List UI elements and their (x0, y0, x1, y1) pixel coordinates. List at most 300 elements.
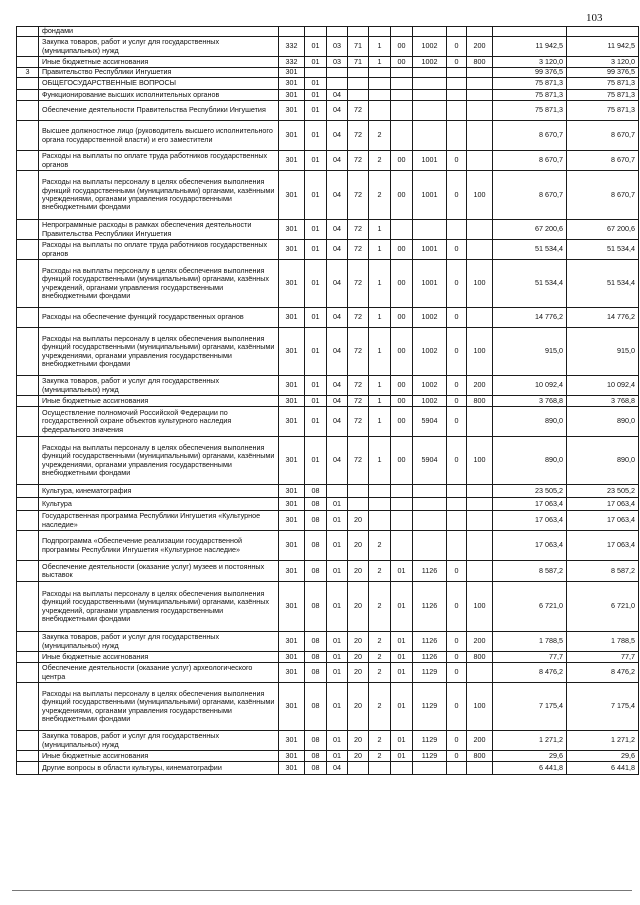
code-section-cell (305, 27, 327, 37)
code-event-cell (391, 531, 413, 561)
code-grbs-cell: 301 (279, 498, 305, 511)
sum-1-cell: 75 871,3 (493, 78, 567, 90)
code-subprogram-cell: 2 (369, 531, 391, 561)
code-extra-cell (447, 27, 467, 37)
code-subsection-cell: 03 (327, 37, 348, 57)
row-name-cell: Расходы на выплаты по оплате труда работников государственных органов (39, 151, 279, 171)
table-row (17, 498, 639, 511)
code-expense-type-cell (467, 90, 493, 101)
sum-1-cell: 14 776,2 (493, 308, 567, 328)
code-program-cell (348, 68, 369, 78)
code-section-cell: 01 (305, 37, 327, 57)
code-grbs-cell: 301 (279, 751, 305, 762)
code-expense-type-cell (467, 240, 493, 260)
code-subprogram-cell: 1 (369, 437, 391, 485)
table-row (17, 101, 639, 121)
code-subprogram-cell: 1 (369, 240, 391, 260)
code-section-cell: 08 (305, 762, 327, 775)
code-extra-cell: 0 (447, 396, 467, 407)
code-expense-type-cell: 100 (467, 582, 493, 632)
code-subprogram-cell: 1 (369, 57, 391, 68)
code-extra-cell: 0 (447, 37, 467, 57)
row-name-cell: Функционирование высших исполнительных органов (39, 90, 279, 101)
code-section-cell: 01 (305, 78, 327, 90)
code-section-cell: 01 (305, 308, 327, 328)
code-section-cell: 08 (305, 683, 327, 731)
sum-1-cell (493, 27, 567, 37)
sum-2-cell: 17 063,4 (567, 531, 639, 561)
code-subsection-cell (327, 68, 348, 78)
table-row (17, 308, 639, 328)
sum-1-cell: 10 092,4 (493, 376, 567, 396)
table-row (17, 57, 639, 68)
code-program-cell: 20 (348, 561, 369, 582)
code-extra-cell: 0 (447, 652, 467, 663)
code-subsection-cell: 04 (327, 328, 348, 376)
code-subsection-cell: 04 (327, 437, 348, 485)
code-expense-type-cell (467, 762, 493, 775)
code-subprogram-cell (369, 762, 391, 775)
code-event-cell (391, 485, 413, 498)
code-subsection-cell: 01 (327, 731, 348, 751)
code-event-cell (391, 121, 413, 151)
code-event-cell: 01 (391, 582, 413, 632)
code-subsection-cell: 04 (327, 308, 348, 328)
code-event-cell: 01 (391, 683, 413, 731)
sum-2-cell: 8 587,2 (567, 561, 639, 582)
row-index-cell (17, 308, 39, 328)
sum-2-cell: 915,0 (567, 328, 639, 376)
code-event-cell (391, 27, 413, 37)
row-index-cell (17, 376, 39, 396)
code-program-cell: 72 (348, 308, 369, 328)
code-grbs-cell: 301 (279, 396, 305, 407)
sum-2-cell: 51 534,4 (567, 260, 639, 308)
code-subprogram-cell: 1 (369, 308, 391, 328)
sum-1-cell: 1 271,2 (493, 731, 567, 751)
table-row (17, 220, 639, 240)
code-subprogram-cell: 2 (369, 582, 391, 632)
code-subsection-cell: 04 (327, 762, 348, 775)
sum-2-cell: 17 063,4 (567, 498, 639, 511)
table-row (17, 531, 639, 561)
table-row (17, 328, 639, 376)
code-expense-type-cell (467, 220, 493, 240)
row-name-cell: Закупка товаров, работ и услуг для государственных (муниципальных) нужд (39, 37, 279, 57)
code-direction-cell: 1129 (413, 731, 447, 751)
code-extra-cell: 0 (447, 171, 467, 220)
code-extra-cell: 0 (447, 151, 467, 171)
code-section-cell: 01 (305, 90, 327, 101)
code-event-cell: 00 (391, 407, 413, 437)
table-row (17, 511, 639, 531)
code-program-cell: 20 (348, 663, 369, 683)
code-direction-cell: 1001 (413, 171, 447, 220)
code-grbs-cell: 301 (279, 78, 305, 90)
code-extra-cell: 0 (447, 561, 467, 582)
row-index-cell (17, 240, 39, 260)
row-index-cell (17, 663, 39, 683)
sum-1-cell: 23 505,2 (493, 485, 567, 498)
code-extra-cell: 0 (447, 437, 467, 485)
code-event-cell (391, 101, 413, 121)
code-program-cell: 71 (348, 37, 369, 57)
code-expense-type-cell (467, 531, 493, 561)
code-expense-type-cell: 800 (467, 751, 493, 762)
table-row (17, 396, 639, 407)
table-row (17, 240, 639, 260)
row-index-cell (17, 531, 39, 561)
code-direction-cell: 1001 (413, 260, 447, 308)
code-grbs-cell (279, 27, 305, 37)
sum-1-cell: 890,0 (493, 407, 567, 437)
sum-2-cell: 890,0 (567, 437, 639, 485)
table-row (17, 90, 639, 101)
row-name-cell: Закупка товаров, работ и услуг для государственных (муниципальных) нужд (39, 731, 279, 751)
code-expense-type-cell (467, 511, 493, 531)
code-subsection-cell (327, 78, 348, 90)
code-expense-type-cell: 100 (467, 171, 493, 220)
row-index-cell (17, 260, 39, 308)
code-subsection-cell: 04 (327, 101, 348, 121)
code-extra-cell: 0 (447, 240, 467, 260)
code-grbs-cell: 301 (279, 762, 305, 775)
code-expense-type-cell: 200 (467, 37, 493, 57)
table-row (17, 151, 639, 171)
code-subsection-cell: 01 (327, 561, 348, 582)
row-name-cell: Культура (39, 498, 279, 511)
code-section-cell: 08 (305, 511, 327, 531)
code-extra-cell: 0 (447, 57, 467, 68)
code-direction-cell (413, 101, 447, 121)
code-extra-cell: 0 (447, 731, 467, 751)
row-index-cell (17, 101, 39, 121)
code-grbs-cell: 301 (279, 531, 305, 561)
code-event-cell (391, 78, 413, 90)
sum-2-cell: 7 175,4 (567, 683, 639, 731)
code-grbs-cell: 301 (279, 437, 305, 485)
table-row (17, 751, 639, 762)
code-grbs-cell: 301 (279, 151, 305, 171)
code-event-cell: 00 (391, 37, 413, 57)
code-extra-cell: 0 (447, 751, 467, 762)
code-subprogram-cell: 2 (369, 731, 391, 751)
code-expense-type-cell: 800 (467, 57, 493, 68)
code-subsection-cell: 01 (327, 531, 348, 561)
sum-2-cell: 1 271,2 (567, 731, 639, 751)
sum-2-cell: 51 534,4 (567, 240, 639, 260)
code-event-cell: 00 (391, 171, 413, 220)
code-section-cell: 01 (305, 220, 327, 240)
code-subprogram-cell: 1 (369, 407, 391, 437)
row-name-cell: ОБЩЕГОСУДАРСТВЕННЫЕ ВОПРОСЫ (39, 78, 279, 90)
code-direction-cell: 1002 (413, 57, 447, 68)
code-expense-type-cell: 100 (467, 328, 493, 376)
row-index-cell (17, 220, 39, 240)
code-section-cell: 01 (305, 57, 327, 68)
code-subprogram-cell: 2 (369, 561, 391, 582)
row-index-cell (17, 762, 39, 775)
code-subsection-cell: 01 (327, 663, 348, 683)
code-section-cell: 01 (305, 396, 327, 407)
table-row (17, 260, 639, 308)
sum-1-cell: 17 063,4 (493, 498, 567, 511)
sum-1-cell: 51 534,4 (493, 260, 567, 308)
code-subsection-cell: 04 (327, 396, 348, 407)
code-expense-type-cell (467, 78, 493, 90)
code-section-cell: 01 (305, 101, 327, 121)
row-name-cell: Расходы на выплаты персоналу в целях обеспечения выполнения функций государственными (муниципальными) органами, казёнными учреждениями, органами управления государственными внебюджетными фондами (39, 683, 279, 731)
row-index-cell: 3 (17, 68, 39, 78)
row-name-cell: Иные бюджетные ассигнования (39, 652, 279, 663)
code-section-cell (305, 68, 327, 78)
sum-2-cell: 890,0 (567, 407, 639, 437)
code-subprogram-cell (369, 27, 391, 37)
code-event-cell: 01 (391, 731, 413, 751)
code-subprogram-cell (369, 78, 391, 90)
table-row (17, 731, 639, 751)
code-section-cell: 08 (305, 531, 327, 561)
code-program-cell (348, 485, 369, 498)
sum-1-cell: 17 063,4 (493, 511, 567, 531)
code-direction-cell (413, 220, 447, 240)
code-program-cell: 20 (348, 683, 369, 731)
sum-2-cell (567, 27, 639, 37)
code-event-cell (391, 511, 413, 531)
code-direction-cell: 1126 (413, 632, 447, 652)
code-subsection-cell: 04 (327, 121, 348, 151)
sum-1-cell: 17 063,4 (493, 531, 567, 561)
code-program-cell: 72 (348, 101, 369, 121)
code-subprogram-cell (369, 68, 391, 78)
row-index-cell (17, 632, 39, 652)
code-extra-cell: 0 (447, 260, 467, 308)
row-name-cell: Расходы на выплаты по оплате труда работников государственных органов (39, 240, 279, 260)
sum-1-cell: 1 788,5 (493, 632, 567, 652)
code-section-cell: 08 (305, 582, 327, 632)
code-extra-cell (447, 498, 467, 511)
code-section-cell: 08 (305, 485, 327, 498)
row-name-cell: Обеспечение деятельности (оказание услуг) музеев и постоянных выставок (39, 561, 279, 582)
code-grbs-cell: 301 (279, 652, 305, 663)
row-name-cell: Иные бюджетные ассигнования (39, 396, 279, 407)
row-index-cell (17, 27, 39, 37)
sum-1-cell: 99 376,5 (493, 68, 567, 78)
code-grbs-cell: 301 (279, 240, 305, 260)
code-direction-cell (413, 121, 447, 151)
code-direction-cell: 1129 (413, 663, 447, 683)
code-grbs-cell: 301 (279, 731, 305, 751)
code-extra-cell (447, 220, 467, 240)
row-index-cell (17, 683, 39, 731)
code-grbs-cell: 301 (279, 171, 305, 220)
code-extra-cell: 0 (447, 663, 467, 683)
code-event-cell (391, 498, 413, 511)
sum-1-cell: 67 200,6 (493, 220, 567, 240)
table-row (17, 652, 639, 663)
table-row (17, 121, 639, 151)
code-program-cell: 72 (348, 260, 369, 308)
code-grbs-cell: 301 (279, 511, 305, 531)
sum-2-cell: 17 063,4 (567, 511, 639, 531)
code-subsection-cell: 04 (327, 376, 348, 396)
sum-1-cell: 6 441,8 (493, 762, 567, 775)
code-extra-cell (447, 531, 467, 561)
sum-2-cell: 75 871,3 (567, 78, 639, 90)
code-grbs-cell: 301 (279, 582, 305, 632)
code-grbs-cell: 301 (279, 407, 305, 437)
sum-2-cell: 11 942,5 (567, 37, 639, 57)
table-row (17, 407, 639, 437)
code-subprogram-cell (369, 498, 391, 511)
code-section-cell: 01 (305, 151, 327, 171)
table-row (17, 561, 639, 582)
sum-1-cell: 6 721,0 (493, 582, 567, 632)
code-direction-cell (413, 511, 447, 531)
row-name-cell: Расходы на выплаты персоналу в целях обеспечения выполнения функций государственными (муниципальными) органами, казёнными учреждениями, органами управления государственными внебюджетными фондами (39, 437, 279, 485)
code-expense-type-cell (467, 407, 493, 437)
code-grbs-cell: 301 (279, 101, 305, 121)
code-event-cell: 00 (391, 437, 413, 485)
code-event-cell (391, 762, 413, 775)
code-grbs-cell: 301 (279, 663, 305, 683)
code-expense-type-cell (467, 485, 493, 498)
row-index-cell (17, 511, 39, 531)
row-index-cell (17, 561, 39, 582)
code-extra-cell: 0 (447, 376, 467, 396)
code-subsection-cell: 01 (327, 511, 348, 531)
code-expense-type-cell (467, 27, 493, 37)
code-section-cell: 08 (305, 731, 327, 751)
sum-2-cell: 8 670,7 (567, 151, 639, 171)
sum-1-cell: 3 768,8 (493, 396, 567, 407)
row-index-cell (17, 90, 39, 101)
sum-1-cell: 75 871,3 (493, 101, 567, 121)
code-section-cell: 01 (305, 437, 327, 485)
sum-1-cell: 11 942,5 (493, 37, 567, 57)
sum-1-cell: 8 670,7 (493, 171, 567, 220)
sum-1-cell: 77,7 (493, 652, 567, 663)
code-extra-cell (447, 121, 467, 151)
row-name-cell: Расходы на выплаты персоналу в целях обеспечения выполнения функций государственными (муниципальными) органами, казёнными учреждениями, органами управления государственными внебюджетными фондами (39, 328, 279, 376)
code-event-cell: 00 (391, 376, 413, 396)
code-expense-type-cell: 200 (467, 731, 493, 751)
code-extra-cell: 0 (447, 582, 467, 632)
row-index-cell (17, 151, 39, 171)
row-name-cell: Обеспечение деятельности Правительства Республики Ингушетия (39, 101, 279, 121)
code-subsection-cell: 04 (327, 90, 348, 101)
code-section-cell: 08 (305, 632, 327, 652)
code-direction-cell (413, 485, 447, 498)
sum-1-cell: 3 120,0 (493, 57, 567, 68)
code-program-cell: 72 (348, 328, 369, 376)
code-event-cell: 01 (391, 652, 413, 663)
code-subprogram-cell: 2 (369, 171, 391, 220)
code-subsection-cell (327, 27, 348, 37)
code-section-cell: 08 (305, 652, 327, 663)
sum-2-cell: 77,7 (567, 652, 639, 663)
code-expense-type-cell (467, 121, 493, 151)
code-extra-cell (447, 78, 467, 90)
row-name-cell: Иные бюджетные ассигнования (39, 57, 279, 68)
row-index-cell (17, 485, 39, 498)
code-subsection-cell: 04 (327, 151, 348, 171)
row-name-cell: Расходы на выплаты персоналу в целях обеспечения выполнения функций государственными (муниципальными) органами, казённых учреждений, органами управления государственными внебюджетными фондами (39, 260, 279, 308)
code-section-cell: 08 (305, 498, 327, 511)
code-subsection-cell (327, 485, 348, 498)
table-row (17, 437, 639, 485)
code-grbs-cell: 301 (279, 632, 305, 652)
code-subsection-cell: 04 (327, 260, 348, 308)
code-event-cell: 00 (391, 57, 413, 68)
sum-2-cell: 8 476,2 (567, 663, 639, 683)
sum-2-cell: 99 376,5 (567, 68, 639, 78)
sum-2-cell: 1 788,5 (567, 632, 639, 652)
code-section-cell: 01 (305, 407, 327, 437)
code-program-cell: 20 (348, 582, 369, 632)
row-index-cell (17, 78, 39, 90)
code-program-cell (348, 498, 369, 511)
code-program-cell: 20 (348, 751, 369, 762)
row-index-cell (17, 731, 39, 751)
table-row (17, 485, 639, 498)
code-subsection-cell: 04 (327, 220, 348, 240)
code-direction-cell: 1126 (413, 582, 447, 632)
code-program-cell: 72 (348, 220, 369, 240)
code-direction-cell: 5904 (413, 437, 447, 485)
code-extra-cell (447, 101, 467, 121)
sum-2-cell: 67 200,6 (567, 220, 639, 240)
table-row (17, 632, 639, 652)
code-subprogram-cell: 2 (369, 751, 391, 762)
row-index-cell (17, 751, 39, 762)
code-direction-cell: 1002 (413, 396, 447, 407)
sum-1-cell: 75 871,3 (493, 90, 567, 101)
code-expense-type-cell: 100 (467, 260, 493, 308)
code-subprogram-cell: 2 (369, 663, 391, 683)
row-name-cell: Расходы на обеспечение функций государственных органов (39, 308, 279, 328)
table-row (17, 37, 639, 57)
code-subsection-cell: 01 (327, 498, 348, 511)
row-index-cell (17, 121, 39, 151)
code-subprogram-cell: 2 (369, 652, 391, 663)
row-index-cell (17, 582, 39, 632)
code-program-cell: 72 (348, 240, 369, 260)
code-program-cell: 72 (348, 171, 369, 220)
code-event-cell: 01 (391, 663, 413, 683)
code-direction-cell: 1001 (413, 151, 447, 171)
code-event-cell: 00 (391, 308, 413, 328)
code-subsection-cell: 01 (327, 652, 348, 663)
code-section-cell: 01 (305, 171, 327, 220)
code-program-cell: 20 (348, 652, 369, 663)
code-subsection-cell: 01 (327, 632, 348, 652)
code-direction-cell: 1001 (413, 240, 447, 260)
sum-2-cell: 14 776,2 (567, 308, 639, 328)
code-section-cell: 08 (305, 751, 327, 762)
code-event-cell: 00 (391, 396, 413, 407)
code-direction-cell: 1002 (413, 37, 447, 57)
code-section-cell: 01 (305, 240, 327, 260)
budget-table (16, 26, 639, 775)
row-index-cell (17, 652, 39, 663)
code-expense-type-cell (467, 101, 493, 121)
table-row (17, 27, 639, 37)
row-name-cell: Осуществление полномочий Российской Федерации по государственной охране объектов культурного наследия федерального значения (39, 407, 279, 437)
code-program-cell: 72 (348, 437, 369, 485)
sum-1-cell: 8 670,7 (493, 151, 567, 171)
code-direction-cell: 1002 (413, 308, 447, 328)
